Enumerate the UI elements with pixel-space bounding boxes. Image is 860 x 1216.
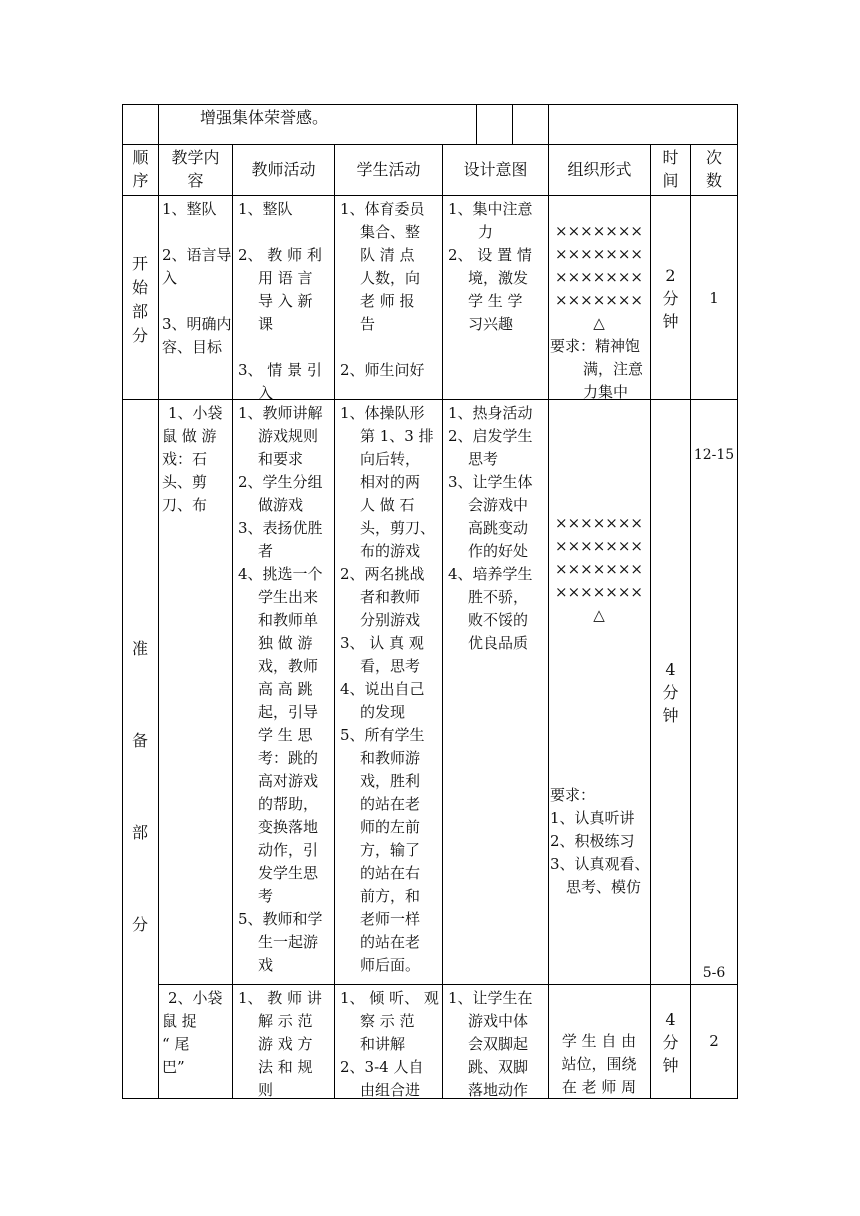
- start-content: 1、整队 2、语言导 入 3、明确内 容、目标: [162, 200, 232, 356]
- game2-design: 1、让学生在 游戏中体 会双脚起 跳、双脚 落地动作: [448, 989, 533, 1099]
- header-design: 设计意图: [463, 160, 528, 179]
- header-count: 次 数: [705, 148, 722, 190]
- header-student: 学生活动: [356, 160, 421, 179]
- header-teacher: 教师活动: [251, 160, 316, 179]
- game1-teacher: 1、教师讲解 游戏规则 和要求 2、学生分组 做游戏 3、表扬优胜 者 4、挑选一个 学生出来 和教师单 独 做 游 戏，教师 高 高 跳 起，引导 学 生 思 考：跳的 高对游戏 的帮助， 变换落地 动作，引 发学生思 考 5、教师和学 生一起游 戏: [238, 404, 323, 974]
- start-count: 1: [709, 289, 719, 307]
- start-org-formation: ××××××× ××××××× ××××××× ××××××× △: [555, 222, 643, 332]
- game1-count-top: 12-15: [693, 447, 735, 463]
- start-section-label: 开 始 部 分: [131, 254, 148, 345]
- game2-student: 1、 倾 听、 观 察 示 范 和讲解 2、3-4 人自 由组合进: [340, 989, 439, 1099]
- start-time: 2 分 钟: [662, 266, 679, 331]
- start-org-requirement: 要求：精神饱 满，注意 力集中: [550, 337, 644, 401]
- game2-teacher: 1、 教 师 讲 解 示 范 游 戏 方 法 和 规 则: [238, 989, 322, 1099]
- game2-org: 学 生 自 由 站位，围绕 在 老 师 周: [561, 1032, 637, 1096]
- header-content: 教学内 容: [171, 148, 220, 190]
- start-teacher: 1、整队 2、 教 师 利 用 语 言 导 入 新 课 3、 情 景 引 入: [238, 200, 322, 402]
- game1-content: 1、小袋 鼠 做 游 戏：石 头、剪 刀、布: [162, 404, 223, 514]
- header-order: 顺 序: [132, 148, 149, 190]
- game2-count: 2: [709, 1032, 719, 1050]
- prep-section-label: 准 备 部 分: [131, 639, 148, 934]
- header-time: 时 间: [662, 148, 679, 190]
- game1-org-formation: ××××××× ××××××× ××××××× ××××××× △: [555, 514, 643, 624]
- game1-count-bottom: 5-6: [702, 965, 726, 981]
- start-student: 1、体育委员 集合、整 队 清 点 人数，向 老 师 报 告 2、师生问好: [340, 200, 425, 379]
- game1-org-requirement: 要求： 1、认真听讲 2、积极练习 3、认真观看、 思考、模仿: [550, 786, 650, 896]
- header-org: 组织形式: [567, 160, 632, 179]
- game1-time: 4 分 钟: [662, 660, 679, 725]
- game2-time: 4 分 钟: [662, 1010, 679, 1075]
- start-design: 1、集中注意 力 2、 设 置 情 境，激发 学 生 学 习兴趣: [448, 200, 533, 333]
- game1-design: 1、热身活动 2、启发学生 思考 3、让学生体 会游戏中 高跳变动 作的好处 4、培养学生 胜不骄， 败不馁的 优良品质: [448, 404, 533, 652]
- game1-student: 1、体操队形 第 1、3 排 向后转， 相对的两 人 做 石 头，剪刀、 布的游戏 2、两名挑战 者和教师 分别游戏 3、 认 真 观 看，思考 4、说出自己 的发现 5、所有学生 和教师游 戏，胜利 的站在老 师的左前 方，输了 的站在右 前方，和 老师一样 的站在老 师后面。: [340, 404, 436, 974]
- game2-content: 2、小袋 鼠 捉 “ 尾 巴”: [162, 989, 223, 1076]
- top-row-text: 增强集体荣誉感。: [200, 108, 329, 127]
